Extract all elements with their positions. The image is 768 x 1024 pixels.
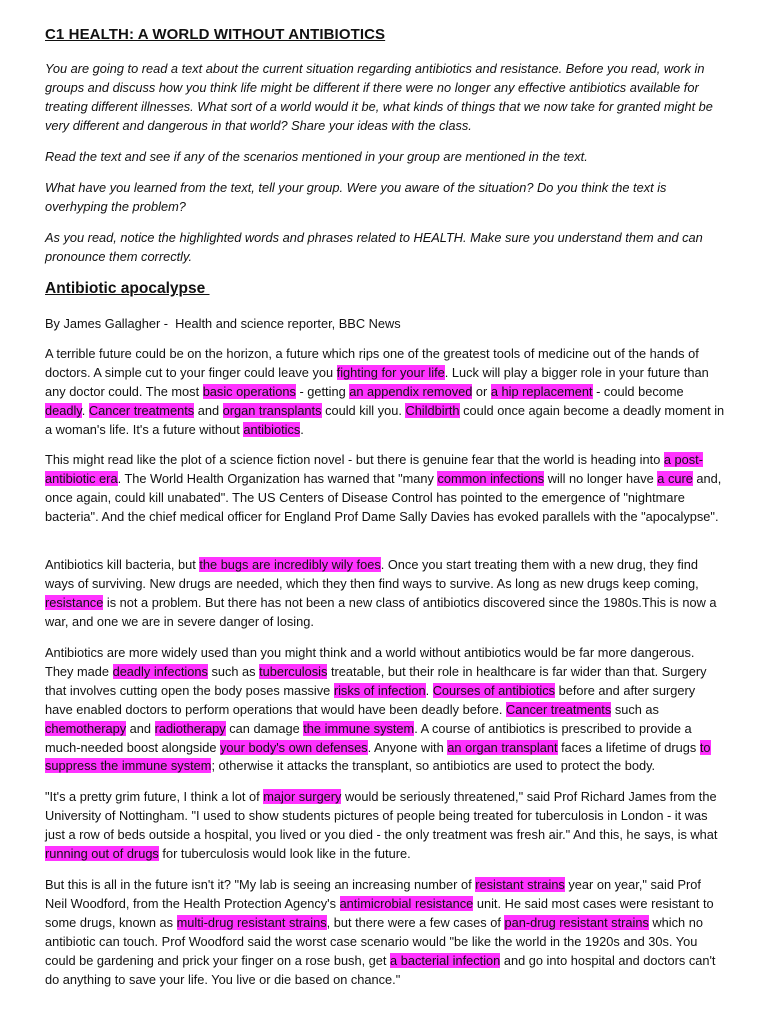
article-paragraph: This might read like the plot of a science fiction novel - but there is genuine fear that the world is heading into a post-antibiotic era. The World Health Organization has warned that "many common infections will no longer have a cure and, once again, could kill unabated". The US Centers of Disease Control has pointed to the emergence of "nightmare bacteria". And the chief medical officer for England Prof Dame Sally Davies has evoked parallels with the "apocalypse". (45, 452, 722, 524)
intro-instruction-3: What have you learned from the text, tell your group. Were you aware of the situation? Do you think the text is overhyping the problem? (45, 180, 667, 214)
article-headline: Antibiotic apocalypse (45, 280, 210, 297)
highlighted-health-term: a bacterial infection (390, 952, 501, 968)
highlighted-health-term: Cancer treatments (506, 701, 612, 717)
highlighted-health-term: a post-antibiotic era (45, 452, 703, 486)
highlighted-health-term: antimicrobial resistance (339, 895, 474, 911)
highlighted-health-term: Courses of antibiotics (432, 682, 556, 698)
article-byline: By James Gallagher - Health and science reporter, BBC News (45, 316, 401, 331)
highlighted-health-term: risks of infection (333, 682, 426, 698)
highlighted-health-term: Childbirth (405, 402, 460, 418)
highlighted-health-term: Cancer treatments (88, 402, 195, 418)
highlighted-health-term: the bugs are incredibly wily foes (199, 557, 381, 572)
highlighted-health-term: fighting for your life (336, 364, 445, 380)
highlighted-health-term: the immune system (303, 720, 415, 736)
article-paragraph: But this is all in the future isn't it? "My lab is seeing an increasing number of resistant strains year on year," said Prof Neil Woodford, from the Health Protection Agency's antimicrobial resistance unit. He said most cases were resistant to some drugs, known as multi-drug resistant strains, but there were a few cases of pan-drug resistant strains which no antibiotic can touch. Prof Woodford said the worst case scenario would "be like the world in the 1920s and 30s. You could be gardening and prick your finger on a rose bush, get a bacterial infection and go into hospital and doctors can't do anything to save your life. You live or die based on chance." (45, 877, 716, 987)
article-paragraph: Antibiotics kill bacteria, but the bugs are incredibly wily foes. Once you start treating them with a new drug, they find ways of surviving. New drugs are needed, which they then find ways to survive. As long as new drugs keep coming, resistance is not a problem. But there has not been a new class of antibiotics discovered since the 1980s.This is now a war, and one we are in severe danger of losing. (45, 557, 717, 629)
highlighted-health-term: resistance (45, 594, 104, 610)
highlighted-health-term: deadly (45, 402, 82, 418)
highlighted-health-term: multi-drug resistant strains (176, 914, 327, 930)
article-paragraph: A terrible future could be on the horizon, a future which rips one of the greatest tools of medicine out of the hands of doctors. A simple cut to your finger could leave you fighting for your life. Luck will play a bigger role in your future than any doctor could. The most basic operations - getting an appendix removed or a hip replacement - could become deadly. Cancer treatments and organ transplants could kill you. Childbirth could once again become a deadly moment in a woman's life. It's a future without antibiotics. (45, 346, 725, 437)
page-title: C1 HEALTH: A WORLD WITHOUT ANTIBIOTICS (45, 26, 386, 43)
highlighted-health-term: tuberculosis (259, 663, 328, 679)
highlighted-health-term: antibiotics (243, 421, 301, 437)
intro-instruction-4: As you read, notice the highlighted words and phrases related to HEALTH. Make sure you understand them and can pronounce them correctly. (45, 230, 703, 264)
highlighted-health-term: running out of drugs (45, 845, 159, 861)
highlighted-health-term: pan-drug resistant strains (504, 914, 649, 930)
highlighted-health-term: your body's own defenses (220, 739, 368, 755)
highlighted-health-term: a cure (657, 470, 693, 486)
highlighted-health-term: major surgery (263, 789, 342, 804)
article-paragraph: "It's a pretty grim future, I think a lot of major surgery would be seriously threatened," said Prof Richard James from the University of Nottingham. "I used to show students pictures of people being treated for tuberculosis in London - it was just a row of beds outside a hospital, you lived or you died - the only treatment was fresh air." And this, he says, is what running out of drugs for tuberculosis would look like in the future. (45, 789, 718, 861)
highlighted-health-term: basic operations (202, 383, 296, 399)
highlighted-health-term: deadly infections (112, 663, 208, 679)
highlighted-health-term: an appendix removed (349, 383, 473, 399)
highlighted-health-term: resistant strains (475, 877, 565, 892)
highlighted-health-term: a hip replacement (490, 383, 593, 399)
intro-instruction-2: Read the text and see if any of the scenarios mentioned in your group are mentioned in the text. (45, 149, 588, 164)
highlighted-health-term: an organ transplant (447, 739, 558, 755)
highlighted-health-term: chemotherapy (45, 720, 127, 736)
highlighted-health-term: common infections (437, 470, 545, 486)
article-paragraph: Antibiotics are more widely used than you might think and a world without antibiotics would be far more dangerous. They made deadly infections such as tuberculosis treatable, but their role in healthcare is far wider than that. Surgery that involves cutting open the body poses massive risks of infection. Courses of antibiotics before and after surgery have enabled doctors to perform operations that would have been deadly before. Cancer treatments such as chemotherapy and radiotherapy can damage the immune system. A course of antibiotics is prescribed to provide a much-needed boost alongside your body's own defenses. Anyone with an organ transplant faces a lifetime of drugs to suppress the immune system; otherwise it attacks the transplant, so antibiotics are used to protect the body. (45, 645, 711, 774)
highlighted-health-term: radiotherapy (154, 720, 226, 736)
highlighted-health-term: organ transplants (222, 402, 322, 418)
intro-instruction-1: You are going to read a text about the current situation regarding antibiotics and resistance. Before you read, work in groups and discuss how you think life might be different if there were no longer any effective antibiotics available for treating different illnesses. What sort of a world would it be, what kinds of things that we now take for granted might be very different and dangerous in that world? Share your ideas with the class. (45, 61, 713, 133)
highlighted-health-term: to suppress the immune system (45, 739, 711, 774)
